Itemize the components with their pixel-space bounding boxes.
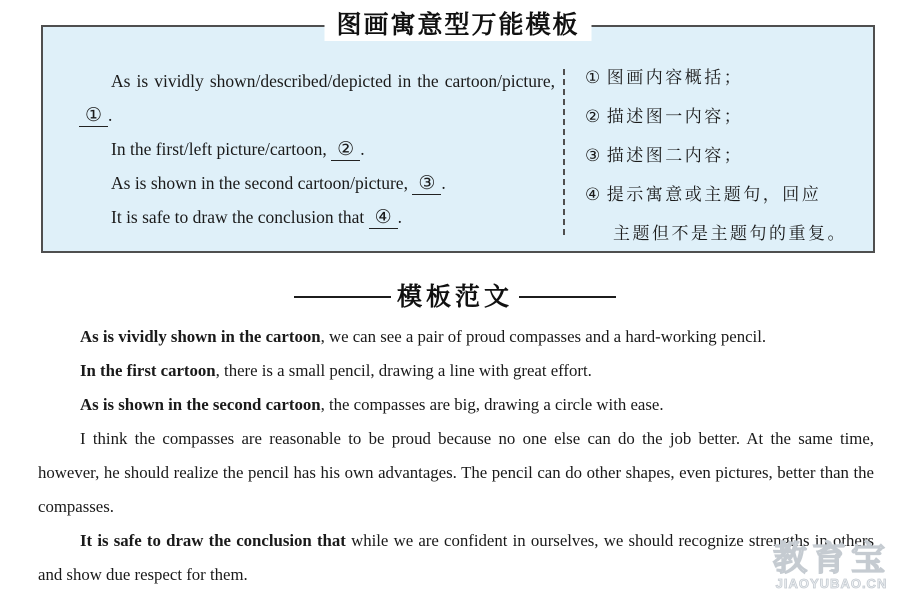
essay-paragraph-5-text: while we are confident in ourselves, we should recognize strengths in others and show due respect for them. [38,531,874,584]
template-line-2-end: . [360,139,365,159]
essay-paragraph-2-lead: In the first cartoon [80,361,216,380]
sample-heading-text: 模板范文 [396,283,513,311]
sample-essay [38,320,874,592]
template-line-1-text: As is vividly shown/described/depicted in the cartoon/picture, [111,71,555,91]
note-2-number: ② [585,107,603,126]
template-line-1 [79,64,555,132]
heading-rule-right [519,296,616,299]
note-3-text: 描述图二内容； [606,146,744,165]
watermark-brand: 教育宝 [773,540,890,578]
template-line-4 [79,200,555,234]
note-4 [585,175,857,253]
template-line-4-end: . [397,207,402,227]
circled-number-2: ② [331,140,360,161]
note-2-text: 描述图一内容； [606,107,744,126]
essay-paragraph-3-lead: As is shown in the second cartoon [80,395,321,414]
watermark-site: JIAOYUBAO.CN [775,576,888,591]
note-1-number: ① [585,68,603,87]
essay-paragraph-5 [38,524,874,592]
note-4-text-line-2: 主题但不是主题句的重复。 [613,224,847,243]
essay-paragraph-4 [38,422,874,524]
note-1 [585,58,857,97]
circled-number-3: ③ [412,174,441,195]
note-2 [585,97,857,136]
note-4-number: ④ [585,185,603,204]
essay-paragraph-1-text: , we can see a pair of proud compasses and a hard-working pencil. [320,327,767,346]
essay-paragraph-3 [38,388,874,422]
essay-paragraph-5-lead: It is safe to draw the conclusion that [80,531,346,550]
circled-number-1: ① [79,106,108,127]
essay-paragraph-3-text: , the compasses are big, drawing a circle with ease. [320,395,664,414]
essay-paragraph-4-text: I think the compasses are reasonable to be proud because no one else can do the job better. At the same time, however, he should realize the pencil has his own advantages. The pencil can do other shapes, even pictures, better than the compasses. [38,429,874,516]
essay-paragraph-2-text: , there is a small pencil, drawing a line with great effort. [215,361,592,380]
template-english-column [43,27,563,251]
template-line-4-text: It is safe to draw the conclusion that [111,207,369,227]
essay-paragraph-1 [38,320,874,354]
template-line-2-text: In the first/left picture/cartoon, [111,139,332,159]
template-line-2 [79,132,555,166]
note-3-number: ③ [585,146,603,165]
note-4-text-line-1: 提示寓意或主题句，回应 [606,185,822,204]
template-line-3-text: As is shown in the second cartoon/picture, [111,173,413,193]
template-line-3 [79,166,555,200]
note-1-text: 图画内容概括； [606,68,744,87]
template-line-1-end: . [108,105,113,125]
essay-paragraph-1-lead: As is vividly shown in the cartoon [80,327,321,346]
heading-rule-left [294,296,391,299]
template-box [41,11,875,253]
sample-heading [0,282,910,312]
template-notes-column [565,27,873,251]
template-box-title: 图画寓意型万能模板 [324,9,591,41]
essay-paragraph-2 [38,354,874,388]
note-3 [585,136,857,175]
template-line-3-end: . [441,173,446,193]
circled-number-4: ④ [369,208,398,229]
